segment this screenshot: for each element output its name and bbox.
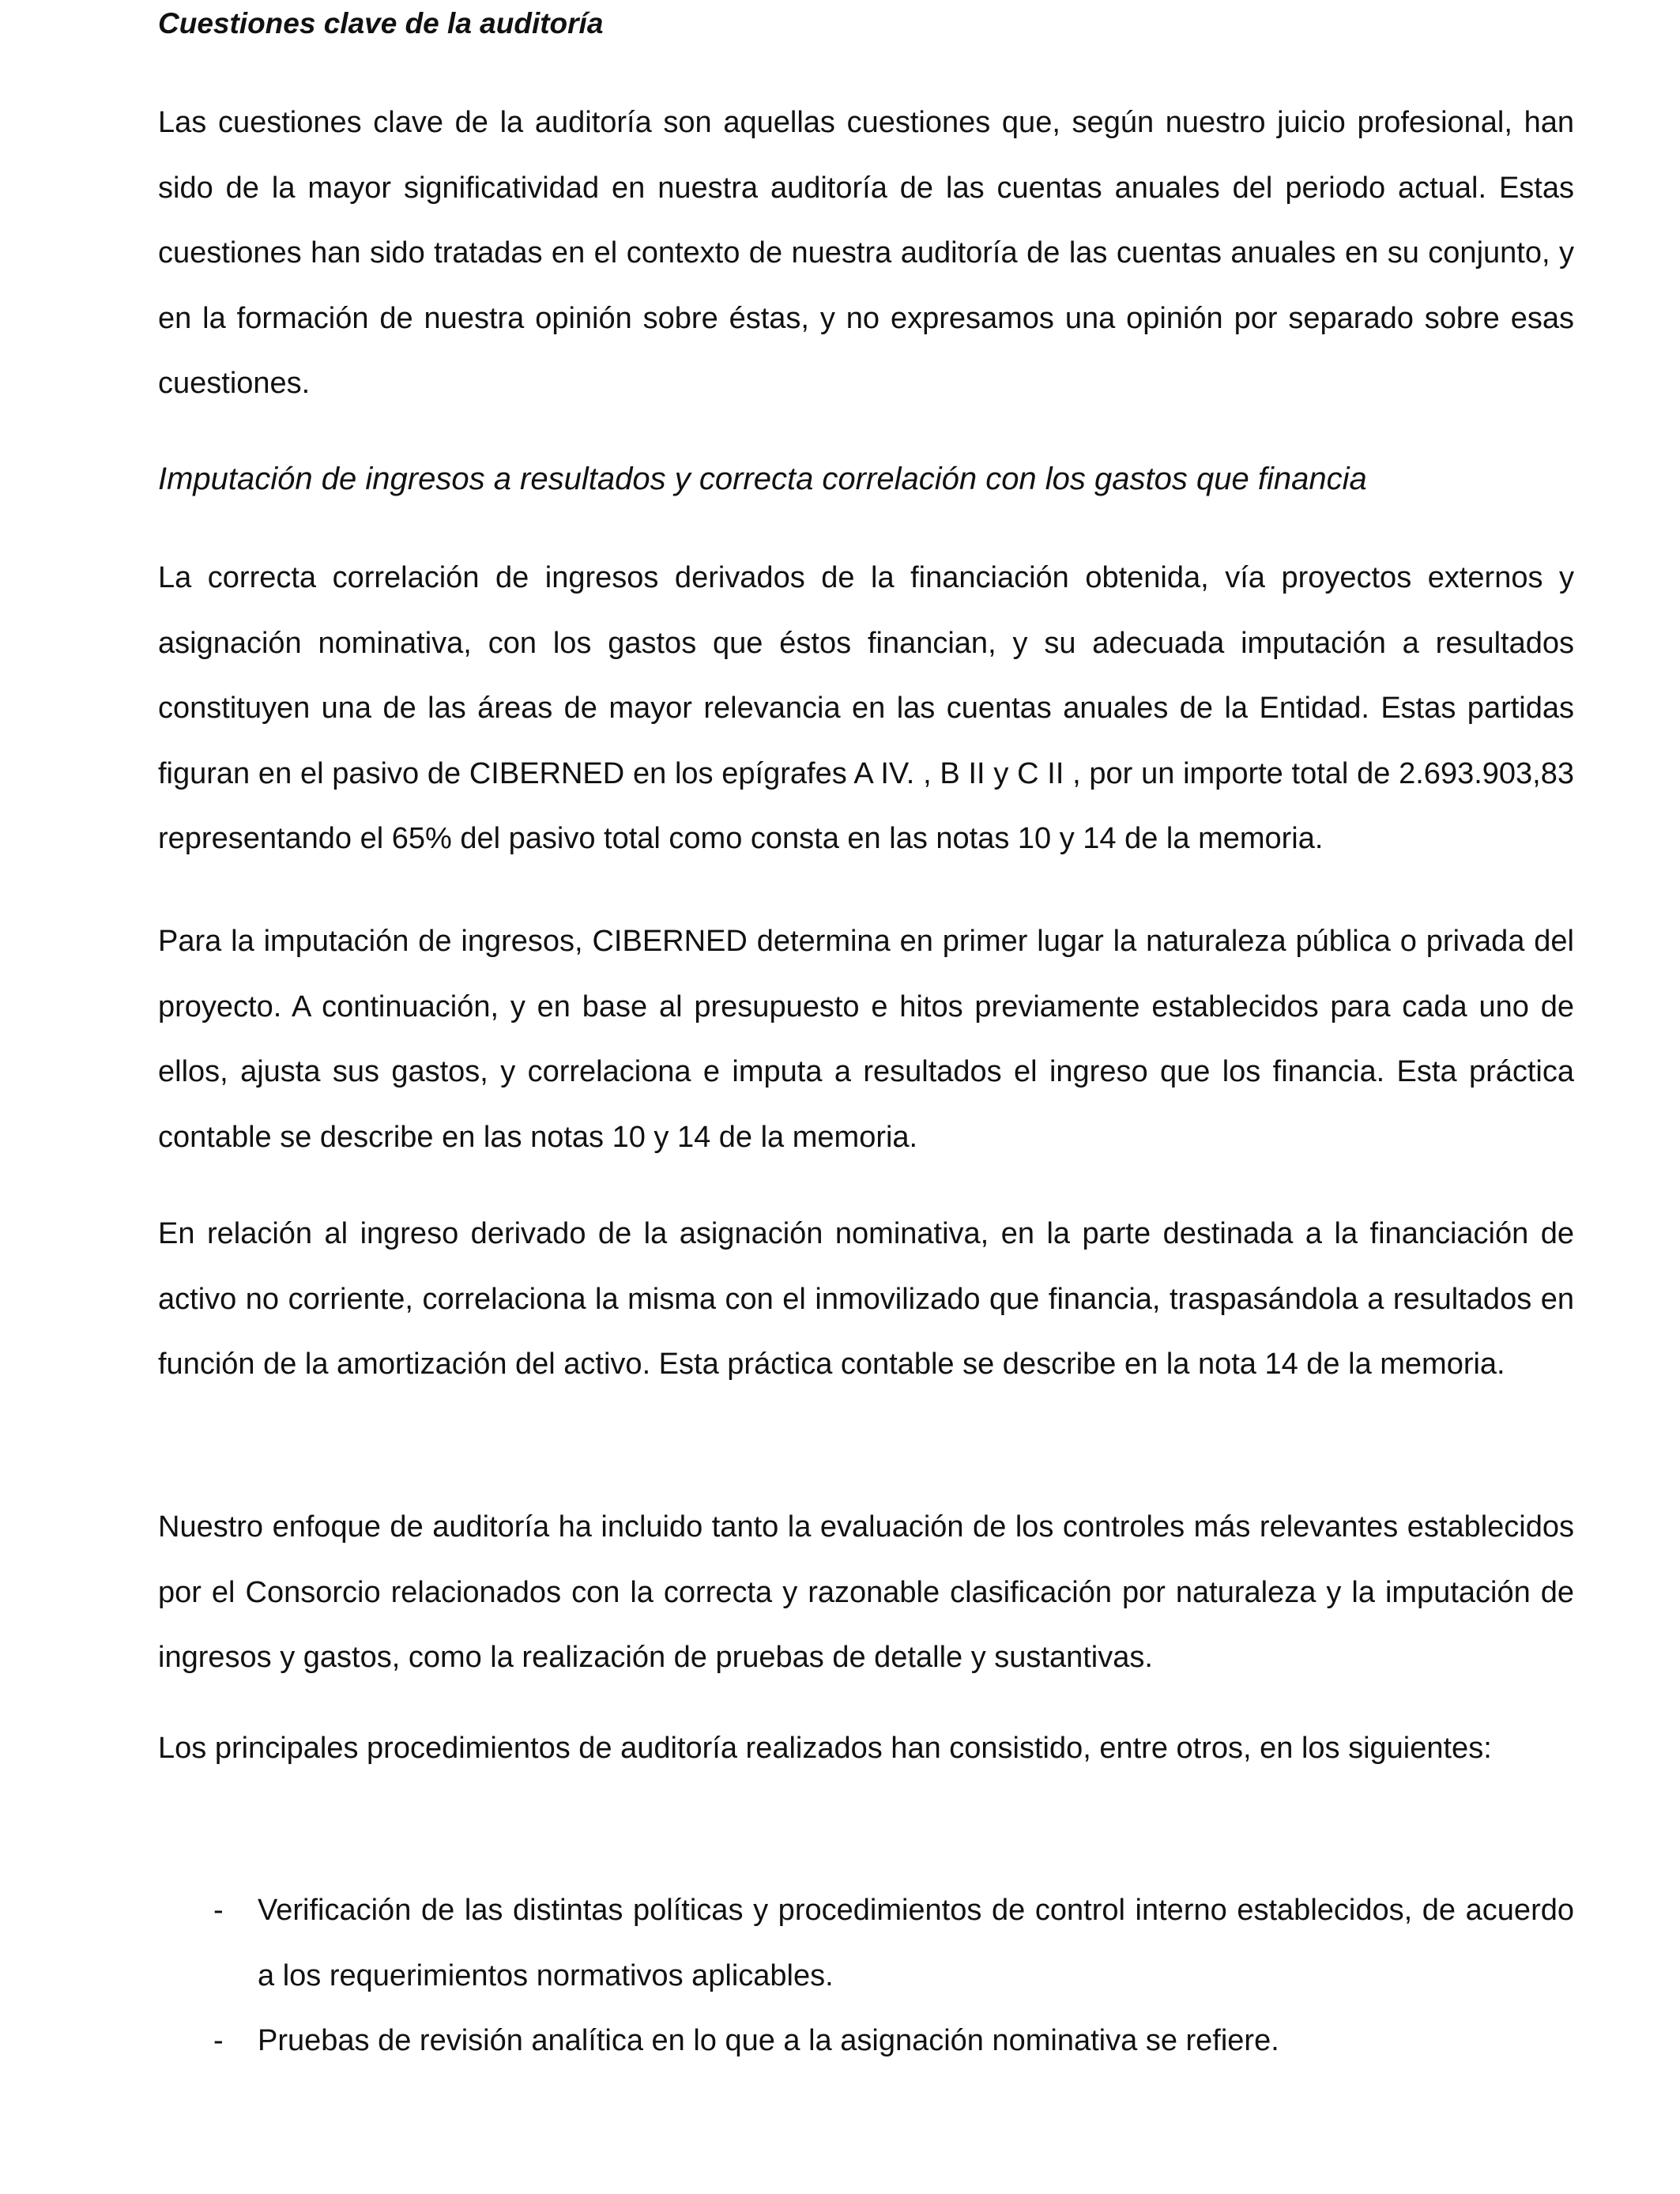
section-heading: Cuestiones clave de la auditoría bbox=[158, 7, 604, 40]
paragraph-correlation: La correcta correlación de ingresos derivados de la financiación obtenida, vía proyectos externos y asignación nominativa, con los gastos que éstos financian, y su adecuada imputación a resultados constituyen una de las áreas de mayor relevancia en las cuentas anuales de la Entidad. Estas partidas figuran en el pasivo de CIBERNED en los epígrafes A IV. , B II y C II , por un importe total de 2.693.903,83 representando el 65% del pasivo total como consta en las notas 10 y 14 de la memoria. bbox=[158, 561, 1574, 855]
paragraph-nominative-assignment: En relación al ingreso derivado de la asignación nominativa, en la parte destinada a la financiación de activo no corriente, correlaciona la misma con el inmovilizado que financia, traspasándola a resultados en función de la amortización del activo. Esta práctica contable se describe en la nota 14 de la memoria. bbox=[158, 1217, 1574, 1381]
paragraph-intro: Las cuestiones clave de la auditoría son aquellas cuestiones que, según nuestro juicio profesional, han sido de la mayor significatividad en nuestra auditoría de las cuentas anuales del periodo actual. Estas cuestiones han sido tratadas en el contexto de nuestra auditoría de las cuentas anuales en su conjunto, y en la formación de nuestra opinión sobre éstas, y no expresamos una opinión por separado sobre esas cuestiones. bbox=[158, 106, 1574, 400]
list-item-text: Verificación de las distintas políticas y procedimientos de control interno establecidos, de acuerdo a los requerimientos normativos aplicables. bbox=[258, 1894, 1574, 1992]
paragraph-income-imputation: Para la imputación de ingresos, CIBERNED determina en primer lugar la naturaleza pública o privada del proyecto. A continuación, y en base al presupuesto e hitos previamente establecidos para cada uno de ellos, ajusta sus gastos, y correlaciona e imputa a resultados el ingreso que los financia. Esta práctica contable se describe en las notas 10 y 14 de la memoria. bbox=[158, 925, 1574, 1154]
bullet-dash: - bbox=[213, 1894, 224, 1927]
procedures-list bbox=[158, 1878, 1574, 2074]
list-item bbox=[158, 1878, 1574, 2008]
subsection-heading: Imputación de ingresos a resultados y correcta correlación con los gastos que financia bbox=[158, 462, 1367, 496]
paragraph-audit-approach: Nuestro enfoque de auditoría ha incluido tanto la evaluación de los controles más relevantes establecidos por el Consorcio relacionados con la correcta y razonable clasificación por naturaleza y la imputación de ingresos y gastos, como la realización de pruebas de detalle y sustantivas. bbox=[158, 1510, 1574, 1674]
list-item-text: Pruebas de revisión analítica en lo que a la asignación nominativa se refiere. bbox=[258, 2024, 1279, 2057]
bullet-dash: - bbox=[213, 2024, 224, 2057]
paragraph-procedures-intro: Los principales procedimientos de auditoría realizados han consistido, entre otros, en los siguientes: bbox=[158, 1732, 1492, 1765]
list-item bbox=[158, 2008, 1574, 2074]
